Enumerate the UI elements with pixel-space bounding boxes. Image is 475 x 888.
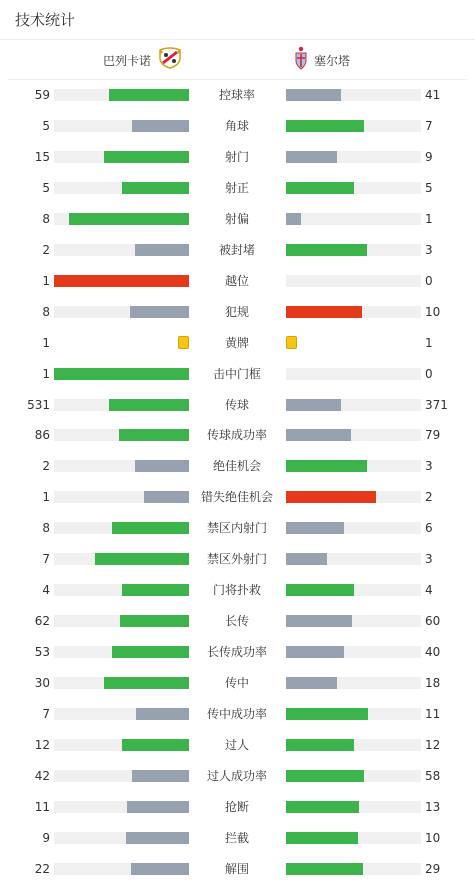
home-value: 7 <box>42 707 50 721</box>
away-value: 11 <box>425 707 441 721</box>
stat-label: 角球 <box>224 118 249 133</box>
home-team[interactable] <box>103 40 183 80</box>
away-bar-fill <box>286 151 337 163</box>
home-value: 2 <box>42 242 50 257</box>
stat-row <box>0 173 475 204</box>
away-bar-fill <box>286 553 327 565</box>
away-bar-track <box>286 708 421 720</box>
stat-label: 击中门框 <box>212 366 261 381</box>
stat-row <box>0 111 475 142</box>
stat-label: 射门 <box>224 149 249 164</box>
away-value: 12 <box>425 737 441 752</box>
away-value: 58 <box>425 768 441 783</box>
home-bar-fill <box>104 677 189 689</box>
stat-label: 传中 <box>224 676 249 691</box>
home-value: 53 <box>34 645 50 660</box>
home-yellow-card-icon <box>178 336 189 349</box>
stat-row <box>0 297 475 328</box>
home-value: 62 <box>34 614 50 629</box>
home-bar-fill <box>144 491 189 503</box>
away-bar-track <box>286 120 421 132</box>
home-bar-fill <box>122 739 190 751</box>
home-bar-track <box>54 275 189 287</box>
stat-row <box>0 328 475 359</box>
away-bar-fill <box>286 491 376 503</box>
away-value: 7 <box>425 118 433 133</box>
home-value: 1 <box>42 366 50 381</box>
home-bar-fill <box>135 460 189 472</box>
home-bar-fill <box>104 151 189 163</box>
away-bar-fill <box>286 584 354 596</box>
home-bar-track <box>54 306 189 318</box>
page-title: 技术统计 <box>15 11 76 29</box>
stat-label: 被封堵 <box>218 242 255 257</box>
stat-row <box>0 668 475 699</box>
away-bar-track <box>286 739 421 751</box>
home-bar-fill <box>131 863 189 875</box>
stat-row <box>0 266 475 297</box>
stat-label: 门将扑救 <box>212 583 261 598</box>
away-bar-track <box>286 553 421 565</box>
stat-row <box>0 390 475 421</box>
away-bar-track <box>286 522 421 534</box>
home-value: 5 <box>42 118 50 133</box>
away-bar-fill <box>286 739 354 751</box>
home-bar-track <box>54 89 189 101</box>
away-bar-track <box>286 306 421 318</box>
home-value: 15 <box>34 149 50 164</box>
away-bar-fill <box>286 615 352 627</box>
away-bar-fill <box>286 646 344 658</box>
away-value: 10 <box>425 830 441 845</box>
stat-label: 抢断 <box>224 799 249 814</box>
home-bar-track <box>54 553 189 565</box>
home-bar-fill <box>136 708 189 720</box>
stat-label: 传球 <box>224 397 249 412</box>
away-value: 18 <box>425 676 441 691</box>
home-team-name: 巴列卡诺 <box>102 53 151 68</box>
home-bar-track <box>54 399 189 411</box>
home-bar-track <box>54 646 189 658</box>
stat-row <box>0 854 475 885</box>
away-value: 2 <box>425 490 433 505</box>
away-bar-track <box>286 368 421 380</box>
home-bar-fill <box>54 368 189 380</box>
home-bar-track <box>54 151 189 163</box>
home-value: 30 <box>34 676 50 691</box>
stat-row <box>0 637 475 668</box>
home-bar-track <box>54 213 189 225</box>
away-bar-fill <box>286 120 364 132</box>
home-value: 22 <box>34 861 50 876</box>
stat-label: 传中成功率 <box>206 707 267 721</box>
away-bar-fill <box>286 213 301 225</box>
home-bar-fill <box>132 770 189 782</box>
away-value: 3 <box>425 552 433 567</box>
home-bar-fill <box>69 213 189 225</box>
away-team-name: 塞尔塔 <box>314 53 351 68</box>
home-value: 531 <box>27 397 50 412</box>
stat-label: 越位 <box>224 273 249 288</box>
home-bar-track <box>54 244 189 256</box>
away-bar-track <box>286 770 421 782</box>
away-value: 13 <box>425 799 441 814</box>
home-value: 7 <box>42 552 50 567</box>
home-bar-track <box>54 522 189 534</box>
stat-row <box>0 420 475 451</box>
away-bar-fill <box>286 89 341 101</box>
stat-row <box>0 359 475 390</box>
home-value: 5 <box>42 180 50 195</box>
stat-row <box>0 80 475 111</box>
home-bar-track <box>54 182 189 194</box>
home-value: 4 <box>42 583 50 598</box>
home-bar-fill <box>112 646 189 658</box>
home-bar-track <box>54 832 189 844</box>
home-value: 12 <box>34 737 50 752</box>
home-value: 9 <box>42 830 50 845</box>
home-bar-fill <box>126 832 189 844</box>
stat-row <box>0 823 475 854</box>
away-bar-fill <box>286 460 367 472</box>
away-bar-track <box>286 677 421 689</box>
away-value: 60 <box>425 614 441 629</box>
away-bar-track <box>286 832 421 844</box>
away-bar-track <box>286 615 421 627</box>
home-bar-track <box>54 615 189 627</box>
home-value: 8 <box>42 521 50 536</box>
home-value: 42 <box>34 768 50 783</box>
home-value: 1 <box>42 335 50 350</box>
away-value: 10 <box>425 304 441 319</box>
home-value: 2 <box>42 459 50 474</box>
stat-label: 黄牌 <box>224 335 249 350</box>
stat-row <box>0 513 475 544</box>
home-bar-fill <box>122 584 190 596</box>
rayo-vallecano-logo-icon <box>157 47 183 73</box>
stat-label: 长传成功率 <box>206 645 267 660</box>
stat-label: 禁区内射门 <box>206 521 267 536</box>
away-bar-track <box>286 89 421 101</box>
home-bar-track <box>54 368 189 380</box>
away-value: 29 <box>425 861 441 876</box>
home-value: 86 <box>34 428 50 443</box>
away-bar-track <box>286 399 421 411</box>
away-bar-fill <box>286 429 351 441</box>
away-value: 40 <box>425 645 441 660</box>
stat-label: 射偏 <box>224 211 249 226</box>
stat-label: 过人成功率 <box>206 768 267 783</box>
away-value: 1 <box>425 211 433 226</box>
away-bar-track <box>286 491 421 503</box>
away-bar-track <box>286 863 421 875</box>
away-bar-fill <box>286 677 337 689</box>
away-bar-track <box>286 460 421 472</box>
home-bar-fill <box>122 182 190 194</box>
home-bar-fill <box>127 801 189 813</box>
home-bar-fill <box>120 615 189 627</box>
away-bar-fill <box>286 770 364 782</box>
stat-label: 拦截 <box>224 830 249 845</box>
home-bar-fill <box>112 522 189 534</box>
stat-label: 传球成功率 <box>206 428 267 443</box>
stat-row <box>0 575 475 606</box>
away-bar-track <box>286 584 421 596</box>
home-bar-fill <box>109 399 189 411</box>
away-value: 0 <box>425 273 433 288</box>
away-value: 3 <box>425 459 433 474</box>
home-bar-fill <box>135 244 189 256</box>
away-bar-fill <box>286 801 359 813</box>
home-bar-track <box>54 863 189 875</box>
home-bar-track <box>54 708 189 720</box>
stat-label: 错失绝佳机会 <box>200 490 273 505</box>
home-value: 8 <box>42 211 50 226</box>
away-value: 371 <box>425 397 448 412</box>
stat-row <box>0 204 475 235</box>
away-yellow-card-icon <box>286 336 297 349</box>
stat-row <box>0 699 475 730</box>
home-bar-track <box>54 677 189 689</box>
away-bar-track <box>286 213 421 225</box>
away-bar-track <box>286 182 421 194</box>
away-bar-fill <box>286 244 367 256</box>
stat-row <box>0 451 475 482</box>
stat-row <box>0 235 475 266</box>
away-bar-fill <box>286 522 344 534</box>
away-bar-track <box>286 275 421 287</box>
stats-header <box>0 0 475 40</box>
away-bar-fill <box>286 832 358 844</box>
stat-label: 解围 <box>224 861 249 876</box>
home-bar-track <box>54 770 189 782</box>
stat-label: 禁区外射门 <box>206 552 267 567</box>
home-bar-track <box>54 584 189 596</box>
home-value: 1 <box>42 273 50 288</box>
home-value: 11 <box>34 799 50 814</box>
home-bar-fill <box>130 306 189 318</box>
stat-row <box>0 482 475 513</box>
away-value: 5 <box>425 180 433 195</box>
away-bar-track <box>286 244 421 256</box>
home-value: 8 <box>42 304 50 319</box>
stat-label: 犯规 <box>224 304 249 319</box>
away-value: 0 <box>425 366 433 381</box>
home-bar-fill <box>109 89 189 101</box>
stat-row <box>0 792 475 823</box>
home-bar-track <box>54 801 189 813</box>
celta-vigo-logo-icon <box>294 46 308 74</box>
home-value: 59 <box>34 88 50 102</box>
stat-label: 控球率 <box>218 88 255 102</box>
stat-label: 长传 <box>224 614 249 629</box>
home-bar-fill <box>119 429 189 441</box>
home-bar-track <box>54 739 189 751</box>
away-value: 41 <box>425 88 441 102</box>
home-value: 1 <box>42 490 50 505</box>
away-value: 6 <box>425 521 433 536</box>
away-bar-fill <box>286 399 341 411</box>
home-bar-track <box>54 460 189 472</box>
stat-label: 绝佳机会 <box>212 459 261 474</box>
home-bar-track <box>54 429 189 441</box>
away-bar-fill <box>286 708 368 720</box>
away-team[interactable] <box>294 40 350 80</box>
away-value: 79 <box>425 428 441 443</box>
away-bar-track <box>286 151 421 163</box>
away-bar-track <box>286 646 421 658</box>
stat-row <box>0 606 475 637</box>
stat-row <box>0 142 475 173</box>
home-bar-fill <box>95 553 190 565</box>
stat-row <box>0 761 475 792</box>
home-bar-track <box>54 491 189 503</box>
home-bar-track <box>54 120 189 132</box>
away-bar-track <box>286 429 421 441</box>
stat-label: 过人 <box>224 737 249 752</box>
away-value: 3 <box>425 242 433 257</box>
away-bar-fill <box>286 306 362 318</box>
stat-row <box>0 544 475 575</box>
team-header <box>8 40 467 80</box>
stat-row <box>0 730 475 761</box>
away-value: 9 <box>425 149 433 164</box>
stat-label: 射正 <box>224 180 249 195</box>
away-value: 1 <box>425 335 433 350</box>
home-bar-fill <box>132 120 189 132</box>
away-bar-fill <box>286 863 363 875</box>
away-bar-track <box>286 801 421 813</box>
home-bar-fill <box>54 275 189 287</box>
away-value: 4 <box>425 583 433 598</box>
away-bar-fill <box>286 182 354 194</box>
